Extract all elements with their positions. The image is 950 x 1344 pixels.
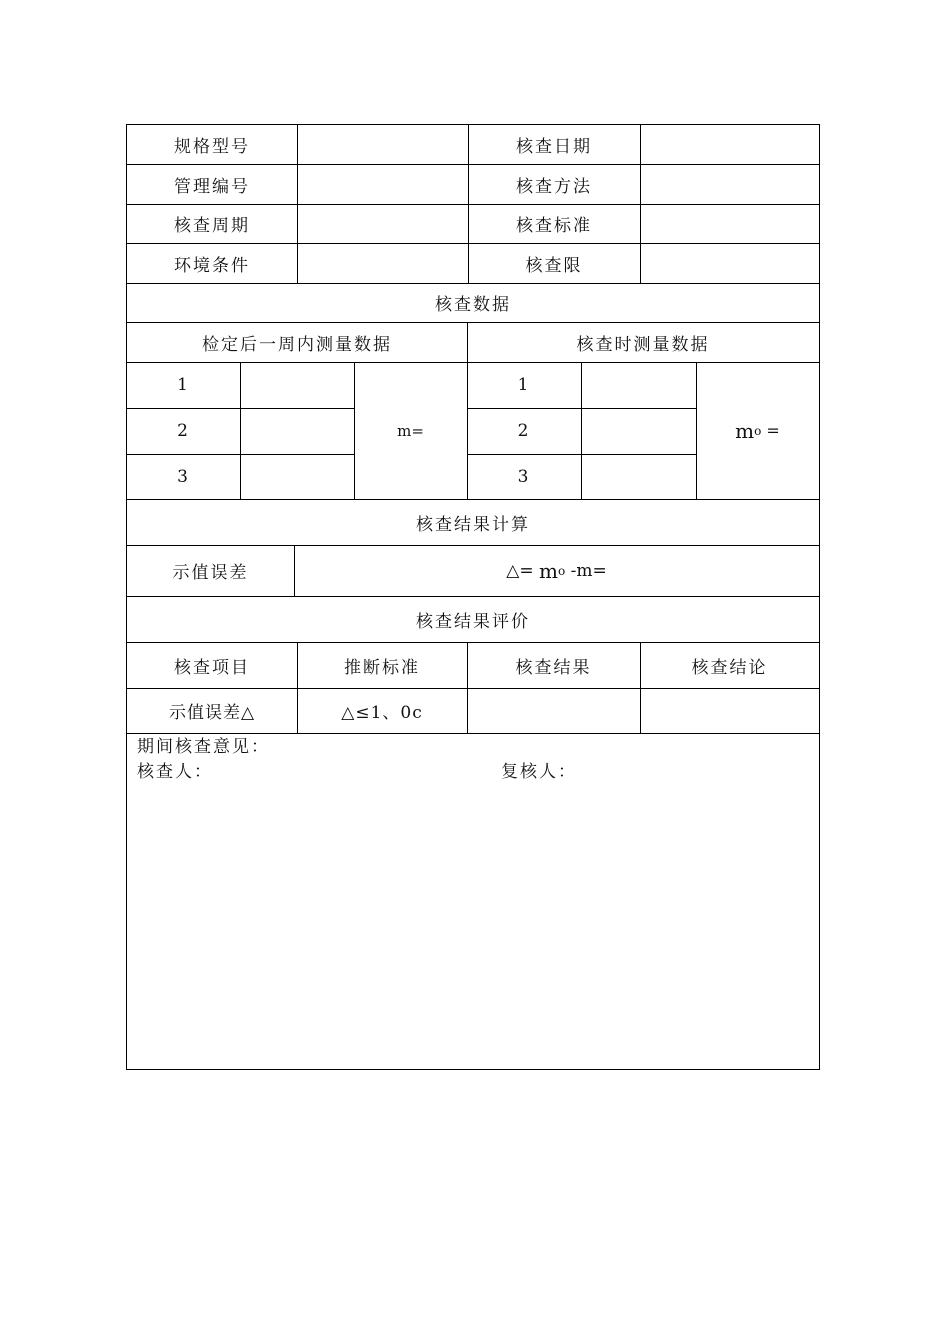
after-calibration-value[interactable] xyxy=(240,362,354,408)
m0-average-label xyxy=(696,362,819,499)
eval-result[interactable] xyxy=(467,688,640,733)
during-check-value[interactable] xyxy=(581,408,696,454)
check-date-value[interactable] xyxy=(640,125,819,164)
check-standard-label: 核查标准 xyxy=(516,216,592,236)
environment-label: 环境条件 xyxy=(174,255,250,276)
formula-m: m xyxy=(539,558,558,583)
after-calibration-index: 3 xyxy=(177,466,190,487)
m-average-label: m= xyxy=(397,421,424,440)
during-check-index: 3 xyxy=(517,466,531,487)
spec-model-value[interactable] xyxy=(297,125,468,164)
eval-conclusion[interactable] xyxy=(640,688,819,733)
check-limit-label: 核查限 xyxy=(525,255,583,276)
management-number-value[interactable] xyxy=(297,164,468,204)
after-calibration-value[interactable] xyxy=(240,408,354,454)
check-period-value[interactable] xyxy=(297,204,468,243)
header-check-result: 核查结果 xyxy=(515,657,592,678)
m0-subscript: o xyxy=(754,423,762,438)
during-check-value[interactable] xyxy=(581,454,696,499)
check-data-title: 核查数据 xyxy=(435,295,511,315)
formula-subscript: o xyxy=(557,563,566,578)
management-number-label: 管理编号 xyxy=(174,176,250,197)
m0-suffix: = xyxy=(761,421,780,440)
opinion-label: 期间核查意见： xyxy=(137,737,270,757)
indication-error-label: 示值误差 xyxy=(172,563,249,583)
during-check-index: 1 xyxy=(517,375,531,395)
calculation-title: 核查结果计算 xyxy=(416,514,530,535)
during-check-title: 核查时测量数据 xyxy=(576,334,710,355)
evaluation-title: 核查结果评价 xyxy=(416,611,530,632)
after-calibration-index: 2 xyxy=(177,421,190,441)
eval-criterion: △≤1、0c xyxy=(341,703,423,723)
header-check-item: 核查项目 xyxy=(174,657,250,678)
period-check-form xyxy=(126,124,820,1070)
after-calibration-value[interactable] xyxy=(240,454,354,499)
check-date-label: 核查日期 xyxy=(516,137,592,157)
remarks-area[interactable] xyxy=(137,735,809,785)
during-check-value[interactable] xyxy=(581,362,696,408)
after-calibration-title: 检定后一周内测量数据 xyxy=(202,334,392,355)
header-criterion: 推断标准 xyxy=(344,657,420,678)
check-limit-value[interactable] xyxy=(640,243,819,283)
environment-value[interactable] xyxy=(297,243,468,283)
eval-item: 示值误差△ xyxy=(168,703,256,723)
reviewer-label: 复核人： xyxy=(501,762,577,782)
check-method-value[interactable] xyxy=(640,164,819,204)
during-check-index: 2 xyxy=(517,421,531,441)
spec-model-label: 规格型号 xyxy=(174,137,250,157)
check-period-label: 核查周期 xyxy=(174,216,250,236)
header-check-conclusion: 核查结论 xyxy=(691,657,768,678)
checker-label: 核查人： xyxy=(137,762,213,782)
after-calibration-index: 1 xyxy=(177,375,190,395)
signature-line xyxy=(137,760,809,785)
row-divider xyxy=(127,733,819,734)
check-standard-value[interactable] xyxy=(640,204,819,243)
formula-suffix: -m= xyxy=(565,560,607,581)
check-method-label: 核查方法 xyxy=(516,176,592,197)
error-formula xyxy=(294,545,819,596)
formula-prefix: △= xyxy=(506,560,539,581)
m0-base: m xyxy=(735,418,755,443)
